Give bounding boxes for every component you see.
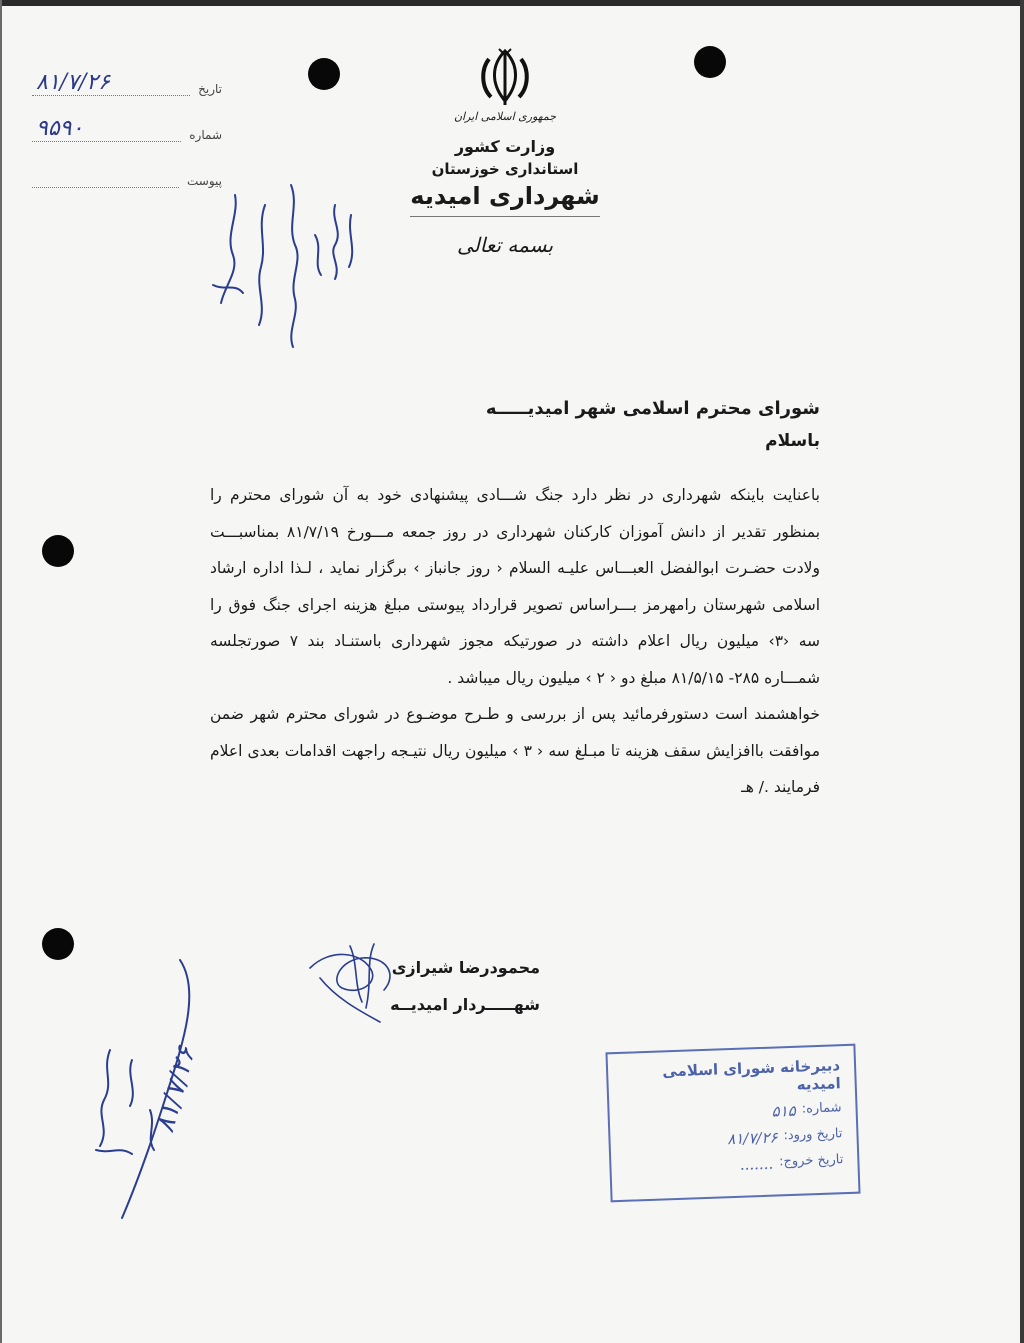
signature-scribble [300, 938, 410, 1028]
attachment-line [32, 165, 179, 188]
ministry-name: وزارت کشور [454, 137, 556, 156]
signatory-title: شهـــــردار امیدیــه [390, 995, 540, 1014]
date-value: ۸۱/۷/۲۶ [36, 70, 110, 95]
handwritten-referral-note [195, 175, 370, 355]
stamp-number-row [623, 1100, 841, 1126]
iran-emblem-icon [475, 45, 535, 109]
header-divider [410, 216, 600, 217]
paragraph-2: خواهشمند است دستورفرمائید پس از بررسی و طـرح موضـوع در شورای محترم شهر ضمن موافقت باافزایش سقف هزینه تا مبـلغ سه ‹ ۳ › میلیون ریال نتیـجه راجهت اقدامات بعدی اعلام فرمایند ./ هـ [210, 705, 820, 796]
date-line [32, 70, 190, 96]
stamp-number-label: شماره: [801, 1100, 842, 1117]
scan-edge-top [0, 0, 1024, 6]
addressee: شورای محترم اسلامی شهر امیدیـــــه [485, 398, 820, 419]
date-label: تاریخ [198, 82, 222, 96]
attachment-row [32, 142, 222, 188]
punch-hole [694, 46, 726, 78]
governorate-name: استانداری خوزستان [431, 160, 579, 178]
number-label: شماره [189, 128, 222, 142]
date-row [32, 50, 222, 96]
municipality-name: شهرداری امیدیه [410, 182, 600, 210]
letterhead [395, 110, 615, 257]
punch-hole [42, 535, 74, 567]
number-value: ۹۵۹۰ [36, 116, 84, 141]
margin-note-date: ۸۱/۷/۲۶ [150, 1043, 202, 1136]
stamp-number-value: ۵۱۵ [771, 1101, 797, 1121]
stamp-entry-row [624, 1126, 842, 1152]
basmala: بسمه تعالی [456, 233, 554, 257]
scan-edge-left [0, 0, 2, 1343]
punch-hole [308, 58, 340, 90]
punch-hole [42, 928, 74, 960]
stamp-exit-value: ....... [739, 1154, 774, 1174]
stamp-exit-label: تاریخ خروج: [778, 1152, 844, 1170]
number-line [32, 116, 181, 142]
stamp-exit-row [625, 1152, 843, 1178]
stamp-entry-label: تاریخ ورود: [783, 1126, 843, 1144]
letter-body [210, 398, 820, 806]
letter-meta [32, 50, 222, 188]
number-row [32, 96, 222, 142]
stamp-entry-value: ۸۱/۷/۲۶ [726, 1128, 778, 1149]
stamp-title: دبیرخانه شورای اسلامی امیدیه [662, 1056, 841, 1094]
secretariat-stamp [605, 1044, 860, 1203]
attachment-label: پیوست [187, 174, 222, 188]
paragraph-1: باعنایت باینکه شهرداری در نظر دارد جنگ شـــادی پیشنهادی خود به آن شورای محترم را بمنظور تقدیر از دانش آموزان کارکنان شهرداری در روز جمعه مـــورخ ۸۱/۷/۱۹ بمناسبـــت ولادت حضـرت ابوالفضل العبـــاس علیـه السلام ‹ روز جانباز › برگزار نماید ، لـذا اداره ارشاد اسلامی شهرستان رامهرمز بـــراساس تصویر قرارداد پیوستی مبلغ هزینه اجرای جنگ فوق را سه ‹۳› میلیون ریال اعلام داشته در صورتیکه مجوز شهرداری باستنـاد بند ۷ صورتجلسه شمـــاره ۲۸۵- ۸۱/۵/۱۵ مبلغ دو ‹ ۲ › میلیون ریال میباشد . [210, 486, 821, 687]
greeting: باسلام [765, 431, 820, 451]
emblem-caption: جمهوری اسلامی ایران [453, 110, 557, 123]
signatory-name: محمودرضا شیرازی [391, 958, 540, 977]
scan-edge-right [1020, 0, 1024, 1343]
